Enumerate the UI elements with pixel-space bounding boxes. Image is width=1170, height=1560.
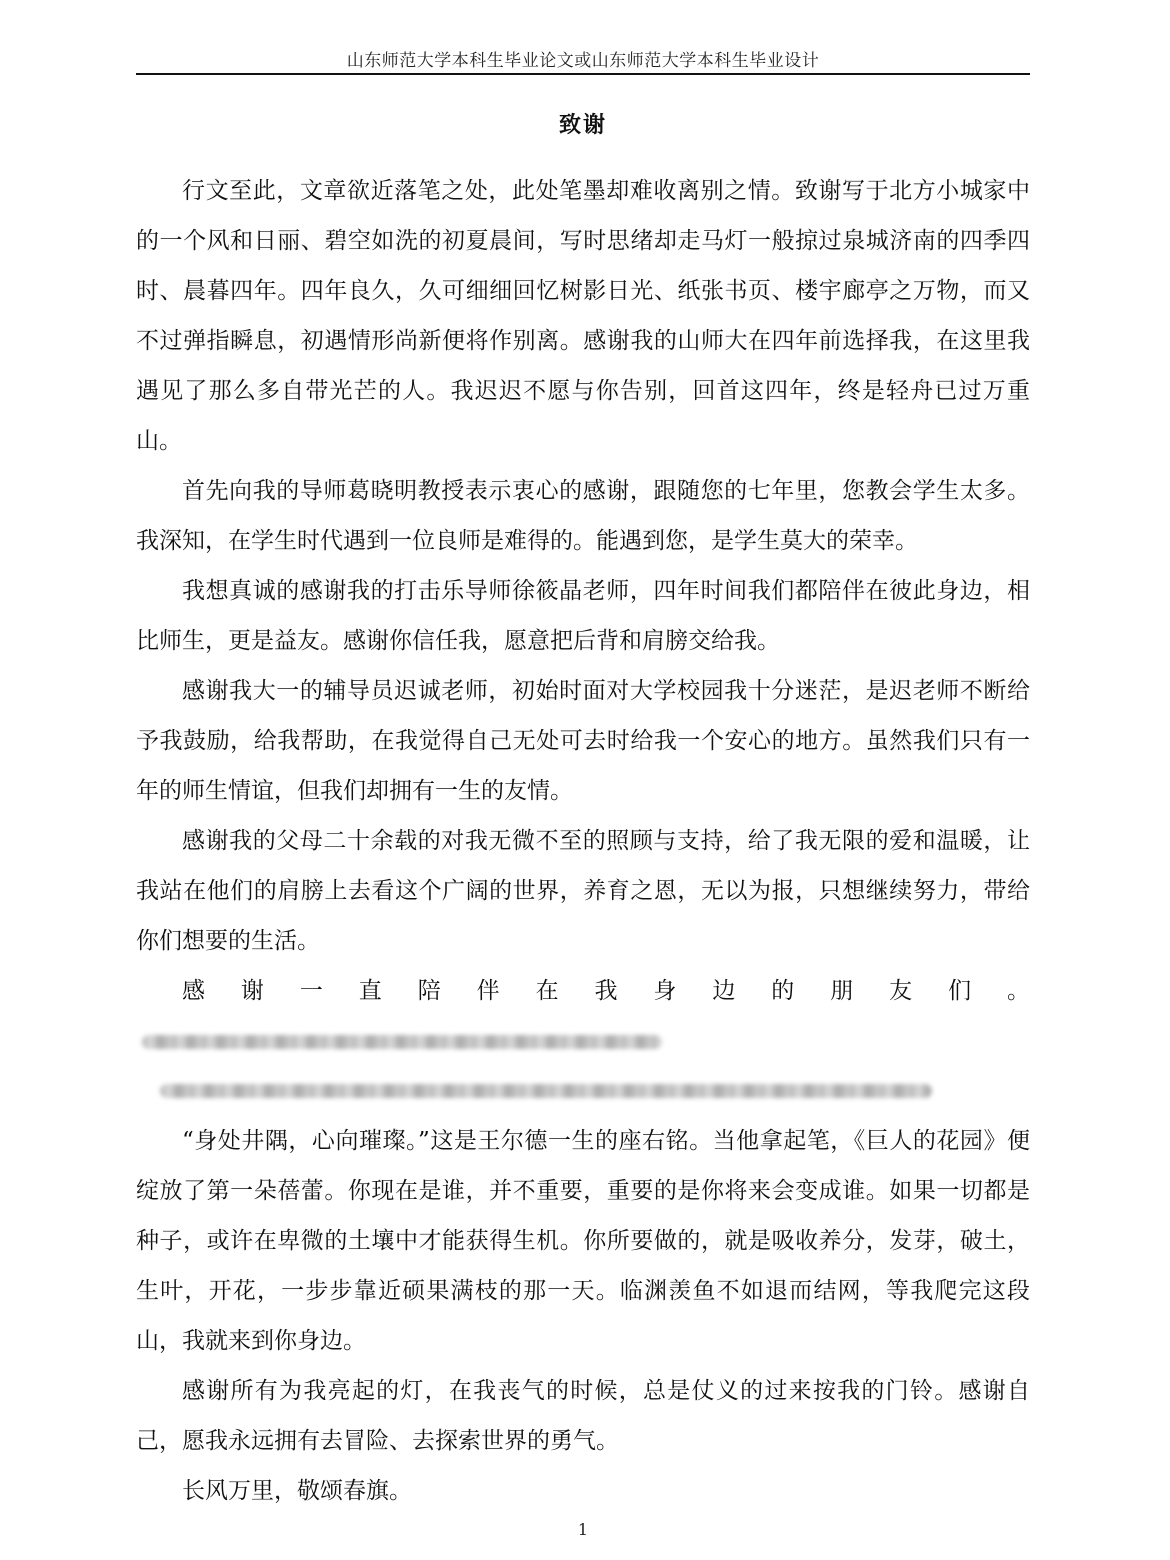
- paragraph-8: 感谢所有为我亮起的灯，在我丧气的时候，总是仗义的过来按我的门铃。感谢自己，愿我永远拥有去冒险、去探索世界的勇气。: [136, 1378, 1030, 1454]
- header-rule: [136, 73, 1030, 75]
- running-header: 山东师范大学本科生毕业论文或山东师范大学本科生毕业设计: [346, 51, 820, 71]
- document-body: [136, 166, 1030, 1516]
- paragraph-2: 首先向我的导师葛晓明教授表示衷心的感谢，跟随您的七年里，您教会学生太多。我深知，在学生时代遇到一位良师是难得的。能遇到您，是学生莫大的荣幸。: [136, 478, 1030, 554]
- paragraph-3: 我想真诚的感谢我的打击乐导师徐筱晶老师，四年时间我们都陪伴在彼此身边，相比师生，更是益友。感谢你信任我，愿意把后背和肩膀交给我。: [136, 578, 1030, 654]
- page-title: 致谢: [558, 112, 607, 138]
- redacted-line: [136, 1066, 1030, 1116]
- paragraph-4: 感谢我大一的辅导员迟诚老师，初始时面对大学校园我十分迷茫，是迟老师不断给予我鼓励，给我帮助，在我觉得自己无处可去时给我一个安心的地方。虽然我们只有一年的师生情谊，但我们却拥有一生的友情。: [136, 678, 1030, 804]
- paragraph-5: 感谢我的父母二十余载的对我无微不至的照顾与支持，给了我无限的爱和温暖，让我站在他们的肩膀上去看这个广阔的世界，养育之恩，无以为报，只想继续努力，带给你们想要的生活。: [136, 828, 1030, 954]
- paragraph-6: [136, 966, 1030, 1066]
- page-number: 1: [577, 1520, 589, 1539]
- paragraph-7: “身处井隅，心向璀璨。”这是王尔德一生的座右铭。当他拿起笔，《巨人的花园》便绽放了第一朵蓓蕾。你现在是谁，并不重要，重要的是你将来会变成谁。如果一切都是种子，或许在卑微的土壤中才能获得生机。你所要做的，就是吸收养分，发芽，破土，生叶，开花，一步步靠近硕果满枝的那一天。临渊羡鱼不如退而结网，等我爬完这段山，我就来到你身边。: [136, 1128, 1030, 1354]
- paragraph-1: 行文至此，文章欲近落笔之处，此处笔墨却难收离别之情。致谢写于北方小城家中的一个风和日丽、碧空如洗的初夏晨间，写时思绪却走马灯一般掠过泉城济南的四季四时、晨暮四年。四年良久，久可细细回忆树影日光、纸张书页、楼宇廊亭之万物，而又不过弹指瞬息，初遇情形尚新便将作别离。感谢我的山师大在四年前选择我，在这里我遇见了那么多自带光芒的人。我迟迟不愿与你告别，回首这四年，终是轻舟已过万重山。: [136, 178, 1030, 454]
- redacted-text: [160, 1084, 932, 1098]
- paragraph-6-text: 感谢一直陪伴在我身边的朋友们。: [182, 978, 1030, 1004]
- paragraph-9: 长风万里，敬颂春旗。: [182, 1478, 412, 1504]
- redacted-text: [142, 1035, 662, 1049]
